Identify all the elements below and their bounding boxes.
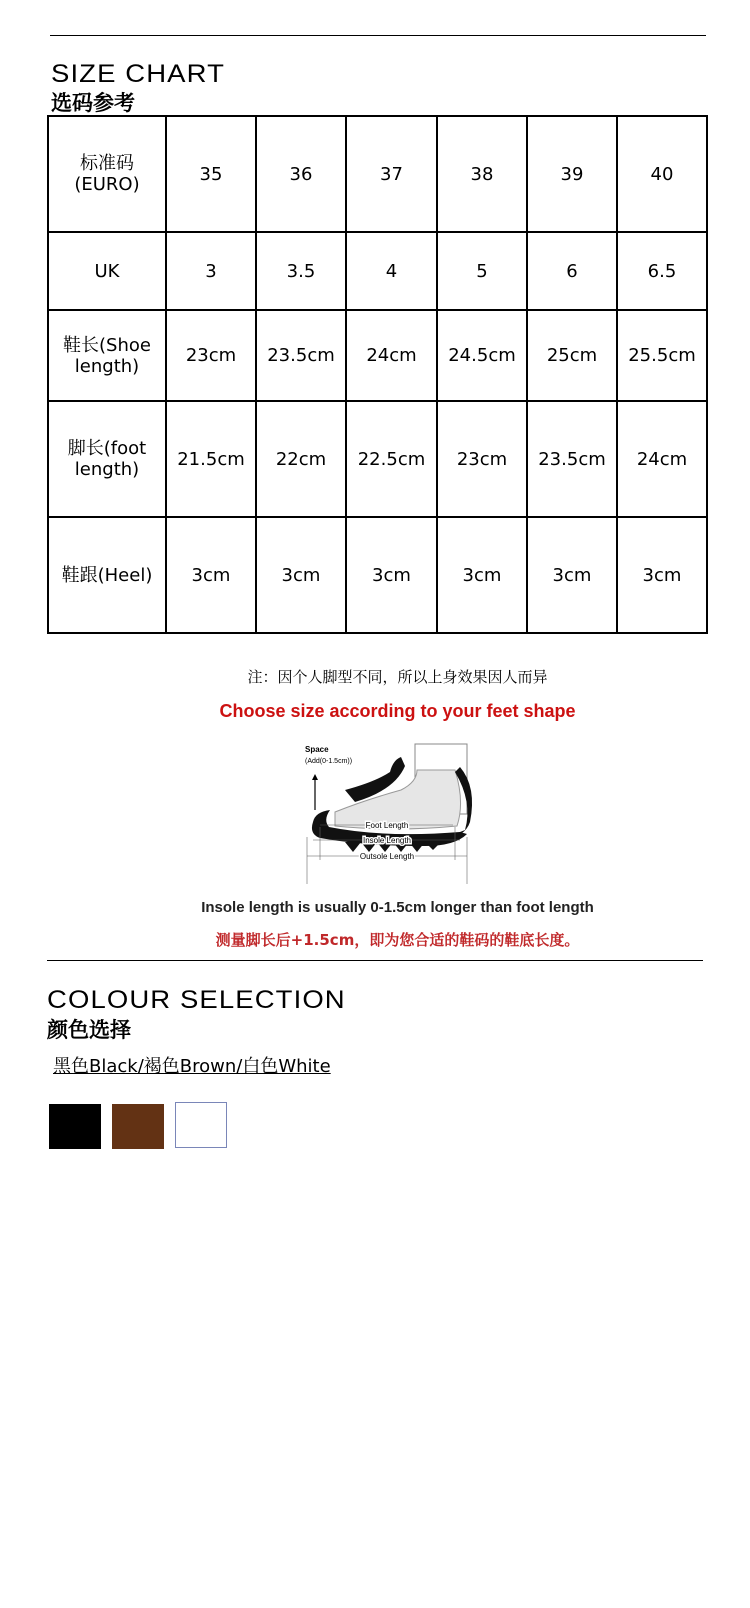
table-cell: 23.5cm bbox=[527, 401, 617, 517]
space-label: Space bbox=[305, 745, 329, 754]
table-row-label: UK bbox=[48, 232, 166, 310]
table-cell: 38 bbox=[437, 116, 527, 232]
table-cell: 40 bbox=[617, 116, 707, 232]
table-cell: 3cm bbox=[527, 517, 617, 633]
table-cell: 24.5cm bbox=[437, 310, 527, 401]
table-row-label: 标准码 (EURO) bbox=[48, 116, 166, 232]
table-cell: 23cm bbox=[166, 310, 256, 401]
size-chart-title-cn: 选码参考 bbox=[51, 91, 135, 115]
table-cell: 3cm bbox=[346, 517, 437, 633]
table-row bbox=[48, 517, 707, 633]
table-cell: 22cm bbox=[256, 401, 346, 517]
table-cell: 24cm bbox=[617, 401, 707, 517]
colour-selection-title: COLOUR SELECTION bbox=[47, 986, 346, 1014]
table-row-label: 脚长(foot length) bbox=[48, 401, 166, 517]
table-cell: 21.5cm bbox=[166, 401, 256, 517]
outsole-length-label: Outsole Length bbox=[359, 852, 415, 861]
table-row-label: 鞋跟(Heel) bbox=[48, 517, 166, 633]
table-cell: 5 bbox=[437, 232, 527, 310]
table-cell: 22.5cm bbox=[346, 401, 437, 517]
colour-selection-title-cn: 颜色选择 bbox=[47, 1018, 131, 1042]
top-divider bbox=[50, 35, 706, 36]
foot-length-label: Foot Length bbox=[365, 821, 409, 830]
table-cell: 36 bbox=[256, 116, 346, 232]
space-sub-label: (Add(0-1.5cm)) bbox=[305, 758, 353, 765]
insole-note-en: Insole length is usually 0-1.5cm longer than foot length bbox=[201, 899, 594, 916]
table-cell: 6.5 bbox=[617, 232, 707, 310]
table-row bbox=[48, 310, 707, 401]
swatch-black[interactable] bbox=[49, 1104, 101, 1149]
table-row bbox=[48, 401, 707, 517]
swatch-brown[interactable] bbox=[112, 1104, 164, 1149]
foot-measure-diagram bbox=[305, 742, 485, 884]
table-cell: 23.5cm bbox=[256, 310, 346, 401]
table-cell: 4 bbox=[346, 232, 437, 310]
table-cell: 23cm bbox=[437, 401, 527, 517]
size-table bbox=[47, 115, 708, 634]
table-cell: 24cm bbox=[346, 310, 437, 401]
table-cell: 6 bbox=[527, 232, 617, 310]
table-row bbox=[48, 116, 707, 232]
size-chart-title: SIZE CHART bbox=[51, 60, 225, 88]
section-divider bbox=[47, 960, 703, 961]
colour-options-text: 黑色Black/褐色Brown/白色White bbox=[53, 1056, 331, 1077]
table-cell: 3 bbox=[166, 232, 256, 310]
swatch-white[interactable] bbox=[175, 1102, 227, 1148]
table-cell: 3.5 bbox=[256, 232, 346, 310]
table-cell: 39 bbox=[527, 116, 617, 232]
table-cell: 3cm bbox=[256, 517, 346, 633]
table-row bbox=[48, 232, 707, 310]
size-advice-en: Choose size according to your feet shape bbox=[219, 701, 576, 721]
table-row-label: 鞋长(Shoe length) bbox=[48, 310, 166, 401]
table-cell: 3cm bbox=[617, 517, 707, 633]
measure-note-cn: 测量脚长后+1.5cm，即为您合适的鞋码的鞋底长度。 bbox=[215, 931, 580, 949]
table-cell: 25.5cm bbox=[617, 310, 707, 401]
table-cell: 37 bbox=[346, 116, 437, 232]
table-cell: 3cm bbox=[437, 517, 527, 633]
insole-length-label: Insole Length bbox=[362, 836, 412, 845]
table-cell: 35 bbox=[166, 116, 256, 232]
table-cell: 3cm bbox=[166, 517, 256, 633]
size-note-cn: 注：因个人脚型不同，所以上身效果因人而异 bbox=[247, 668, 548, 686]
table-cell: 25cm bbox=[527, 310, 617, 401]
